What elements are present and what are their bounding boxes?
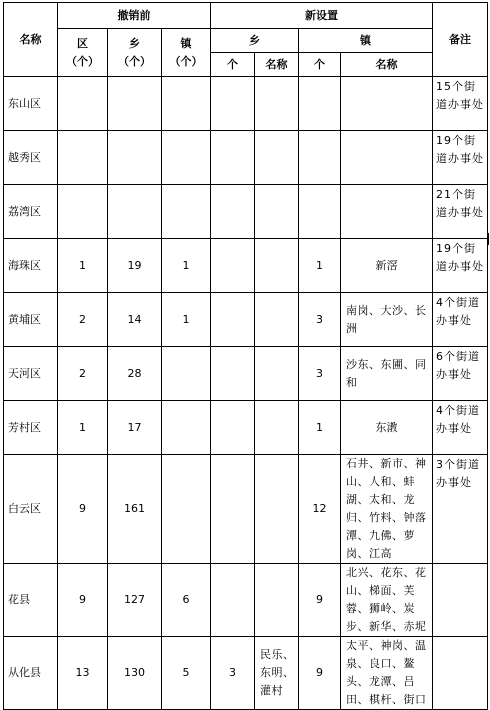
cell-town-count	[162, 77, 211, 131]
cell-township-count	[108, 131, 162, 185]
header-new-township-names: 名称	[255, 53, 299, 77]
cell-district-count: 1	[58, 239, 108, 293]
header-new-town: 镇	[299, 29, 433, 53]
cell-township-count: 19	[108, 239, 162, 293]
header-new-township: 乡	[211, 29, 299, 53]
cell-note: 4个街道办事处	[433, 293, 488, 347]
row-name: 白云区	[4, 455, 58, 564]
cell-new-town-names: 东漖	[341, 401, 433, 455]
table-row	[4, 239, 488, 293]
header-town-unit: 镇 （个）	[162, 29, 211, 77]
cell-new-township-count	[211, 185, 255, 239]
cell-note: 19个街道办事处	[433, 131, 488, 185]
table-row	[4, 293, 488, 347]
township-reorganization-table	[3, 2, 488, 710]
cell-new-town-count: 3	[299, 347, 341, 401]
cell-township-count: 17	[108, 401, 162, 455]
cell-township-count: 14	[108, 293, 162, 347]
cell-note	[433, 637, 488, 710]
table-row	[4, 185, 488, 239]
row-name: 荔湾区	[4, 185, 58, 239]
cell-new-town-names: 新滘	[341, 239, 433, 293]
header-before: 撤销前	[58, 3, 211, 29]
cell-district-count: 1	[58, 401, 108, 455]
cell-new-township-count	[211, 347, 255, 401]
cell-new-town-count: 9	[299, 564, 341, 637]
row-name: 海珠区	[4, 239, 58, 293]
cell-new-township-names	[255, 564, 299, 637]
cell-new-township-count	[211, 293, 255, 347]
cell-new-town-count: 1	[299, 239, 341, 293]
cell-new-township-names	[255, 455, 299, 564]
row-name: 花县	[4, 564, 58, 637]
table-row	[4, 77, 488, 131]
cell-new-township-names	[255, 347, 299, 401]
cell-note: 3个街道办事处	[433, 455, 488, 564]
cell-town-count	[162, 455, 211, 564]
cell-new-town-count: 3	[299, 293, 341, 347]
row-name: 越秀区	[4, 131, 58, 185]
document-page	[3, 2, 488, 710]
cell-township-count	[108, 77, 162, 131]
cell-new-town-count	[299, 77, 341, 131]
cell-new-township-names	[255, 185, 299, 239]
cell-town-count	[162, 347, 211, 401]
cell-new-town-names	[341, 77, 433, 131]
cell-township-count: 130	[108, 637, 162, 710]
cell-new-township-count	[211, 239, 255, 293]
cell-new-town-count	[299, 185, 341, 239]
cell-township-count: 28	[108, 347, 162, 401]
cell-new-town-names: 石井、新市、神山、人和、蚌湖、太和、龙归、竹料、钟落潭、九佛、萝岗、江高	[341, 455, 433, 564]
cell-town-count: 6	[162, 564, 211, 637]
cell-district-count: 9	[58, 564, 108, 637]
header-new-town-names: 名称	[341, 53, 433, 77]
cell-new-town-count	[299, 131, 341, 185]
cell-town-count	[162, 131, 211, 185]
cell-note: 19个街道办事处	[433, 239, 488, 293]
table-row	[4, 347, 488, 401]
cell-new-town-names: 太平、神岗、温泉、良口、鳌头、龙潭、吕田、棋杆、街口	[341, 637, 433, 710]
cell-new-town-count: 1	[299, 401, 341, 455]
cell-new-town-names	[341, 131, 433, 185]
cell-new-township-names: 民乐、东明、灌村	[255, 637, 299, 710]
cell-note: 15个街道办事处	[433, 77, 488, 131]
row-name: 黄埔区	[4, 293, 58, 347]
cell-new-township-names	[255, 401, 299, 455]
cell-new-township-count	[211, 564, 255, 637]
table-body	[4, 77, 488, 710]
cell-note: 6个街道办事处	[433, 347, 488, 401]
cell-new-town-names	[341, 185, 433, 239]
table-row	[4, 637, 488, 710]
cell-new-township-names	[255, 293, 299, 347]
cell-town-count: 1	[162, 239, 211, 293]
cell-note	[433, 564, 488, 637]
cell-new-township-names	[255, 77, 299, 131]
cell-note: 21个街道办事处	[433, 185, 488, 239]
cell-district-count	[58, 77, 108, 131]
row-name: 从化县	[4, 637, 58, 710]
header-note: 备注	[433, 3, 488, 77]
cell-new-township-count	[211, 77, 255, 131]
table-row	[4, 131, 488, 185]
header-new-setup: 新设置	[211, 3, 433, 29]
cell-town-count: 5	[162, 637, 211, 710]
row-name: 东山区	[4, 77, 58, 131]
text-cursor	[488, 233, 489, 245]
cell-district-count	[58, 185, 108, 239]
cell-district-count: 9	[58, 455, 108, 564]
header-district-unit: 区 （个）	[58, 29, 108, 77]
cell-township-count	[108, 185, 162, 239]
cell-town-count	[162, 185, 211, 239]
cell-new-town-count: 9	[299, 637, 341, 710]
header-name: 名称	[4, 3, 58, 77]
cell-township-count: 161	[108, 455, 162, 564]
cell-new-township-count: 3	[211, 637, 255, 710]
cell-new-town-names: 南岗、大沙、长洲	[341, 293, 433, 347]
cell-district-count: 2	[58, 347, 108, 401]
cell-new-township-count	[211, 131, 255, 185]
row-name: 芳村区	[4, 401, 58, 455]
table-row	[4, 455, 488, 564]
row-name: 天河区	[4, 347, 58, 401]
cell-new-township-count	[211, 401, 255, 455]
cell-note: 4个街道办事处	[433, 401, 488, 455]
cell-township-count: 127	[108, 564, 162, 637]
cell-new-town-names: 北兴、花东、花山、梯面、芙蓉、狮岭、炭步、新华、赤坭	[341, 564, 433, 637]
cell-new-town-count: 12	[299, 455, 341, 564]
cell-district-count: 13	[58, 637, 108, 710]
cell-new-township-names	[255, 239, 299, 293]
cell-district-count: 2	[58, 293, 108, 347]
cell-new-town-names: 沙东、东圃、同和	[341, 347, 433, 401]
cell-town-count: 1	[162, 293, 211, 347]
table-row	[4, 564, 488, 637]
header-township-unit: 乡 （个）	[108, 29, 162, 77]
cell-new-township-count	[211, 455, 255, 564]
table-row	[4, 401, 488, 455]
cell-new-township-names	[255, 131, 299, 185]
header-new-township-count: 个	[211, 53, 255, 77]
header-new-town-count: 个	[299, 53, 341, 77]
cell-district-count	[58, 131, 108, 185]
cell-town-count	[162, 401, 211, 455]
